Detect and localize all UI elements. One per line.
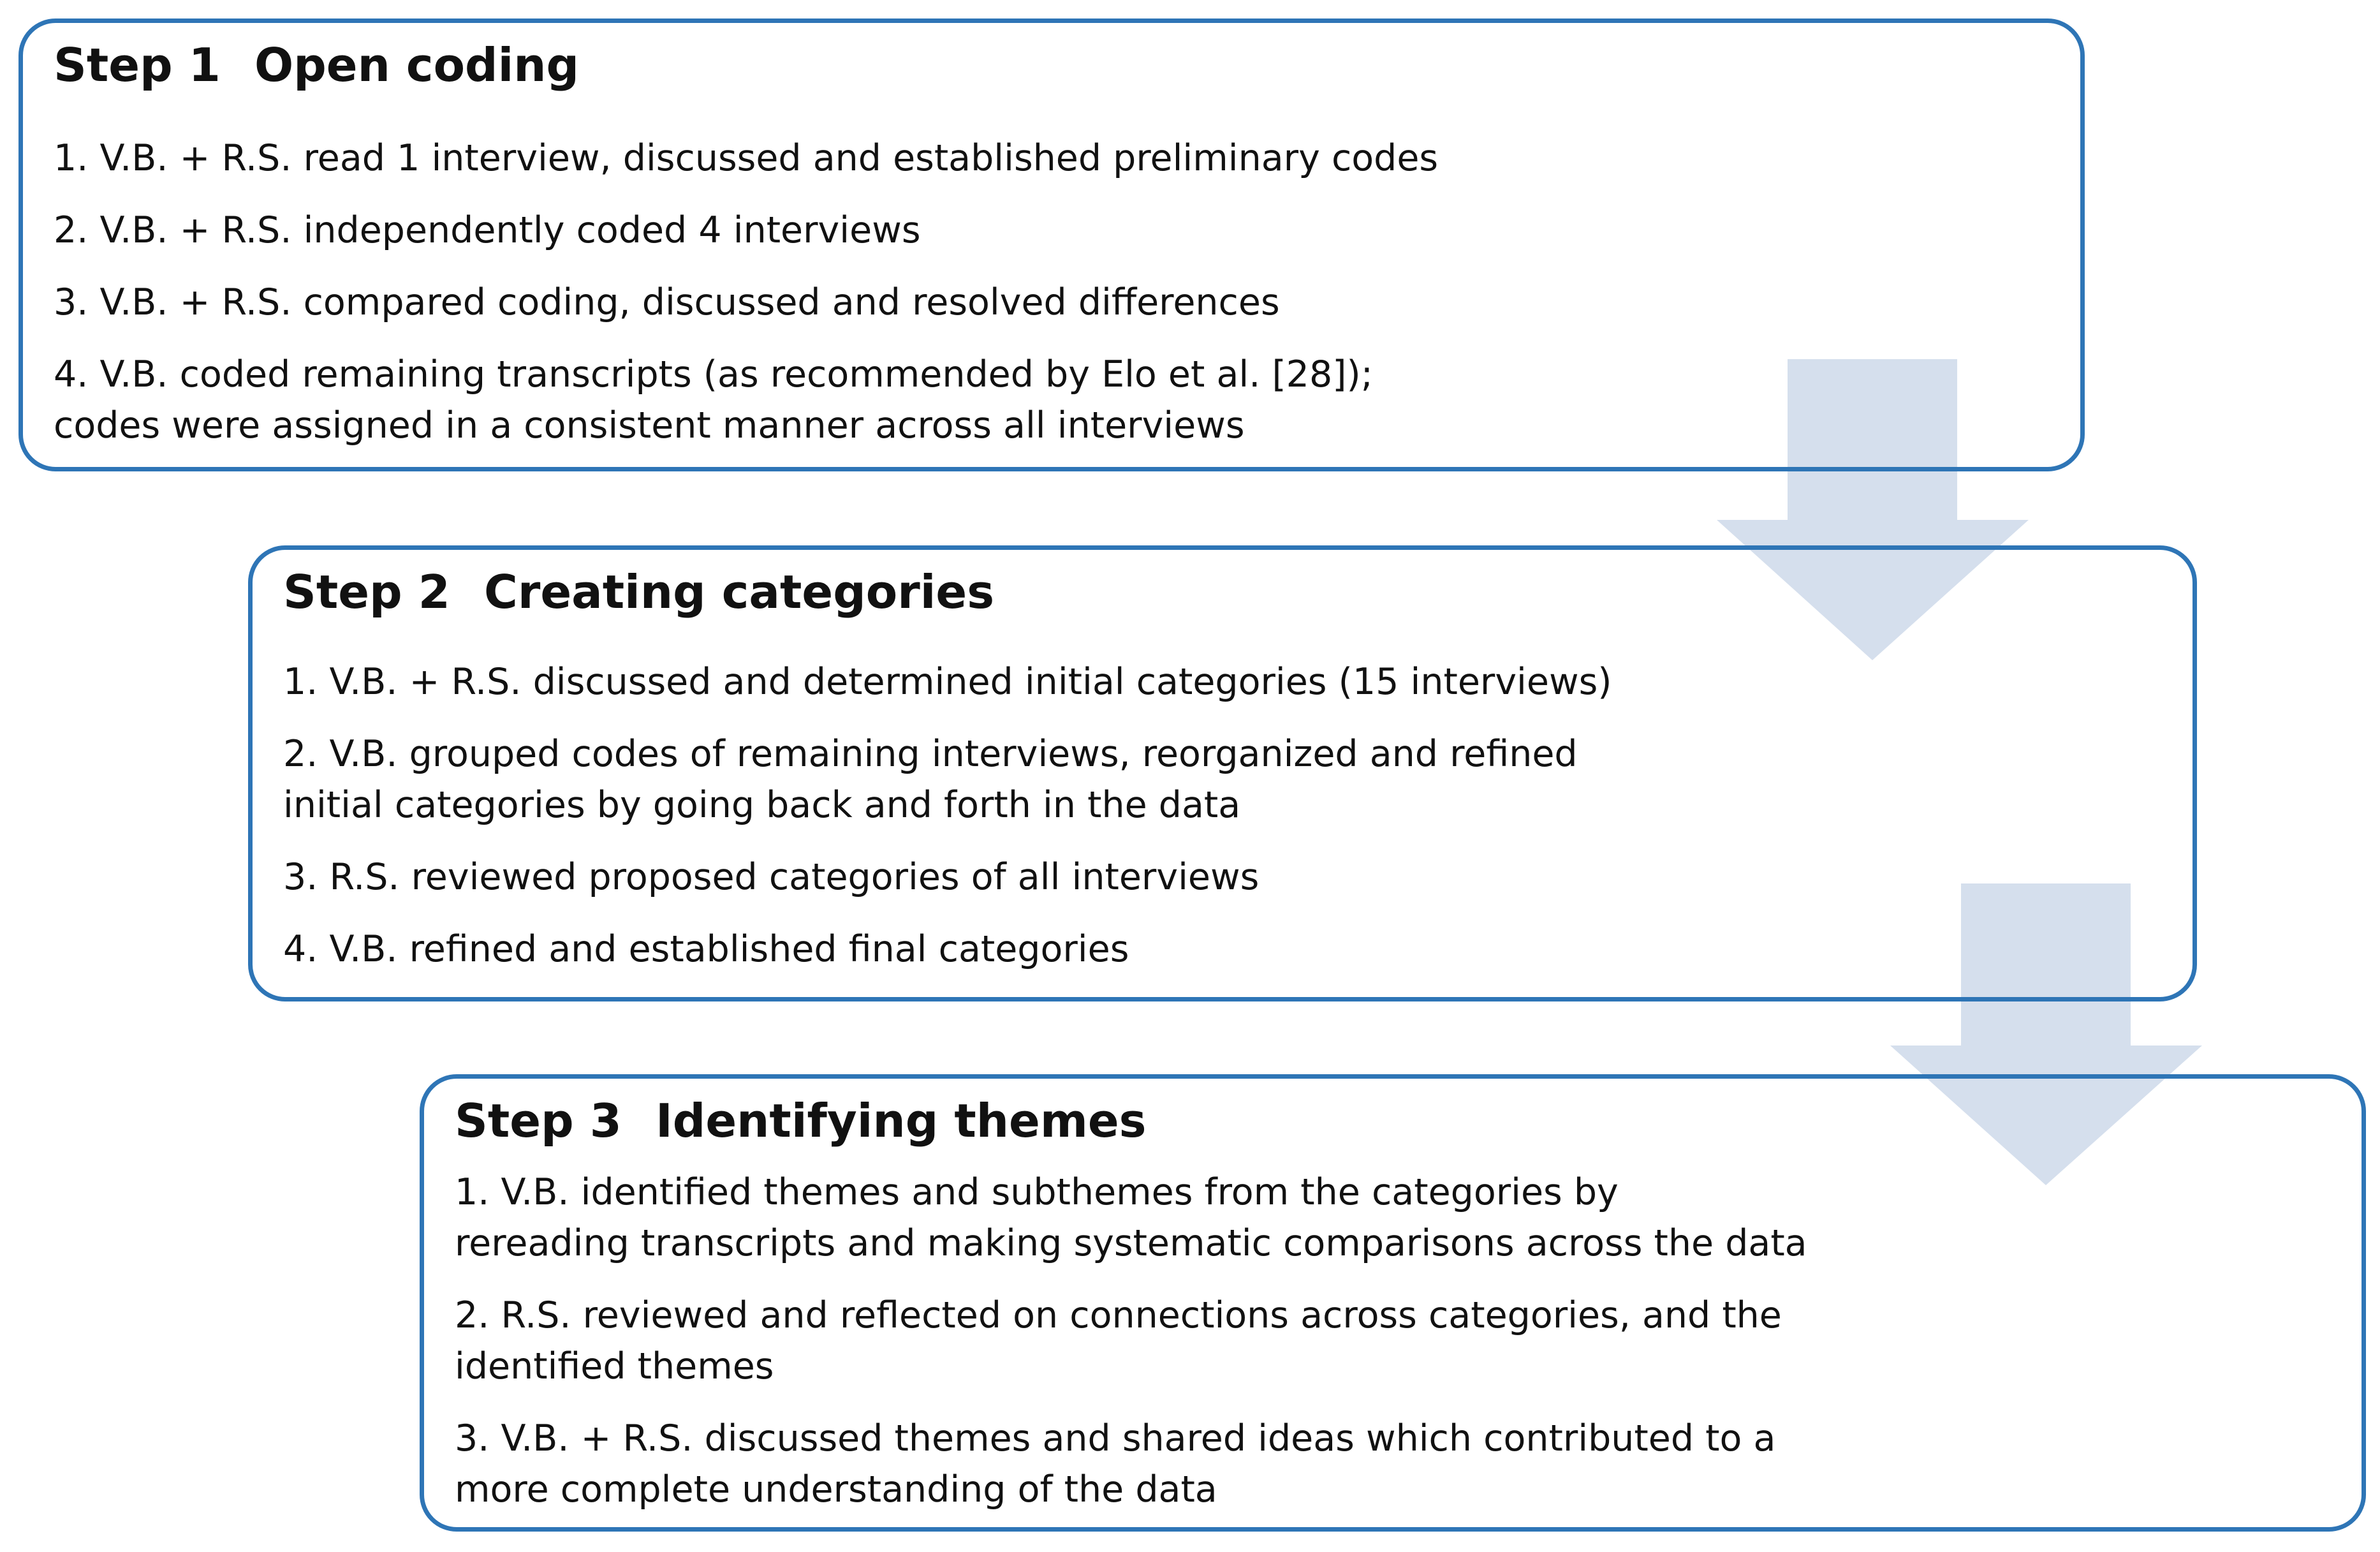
item-text: 2. V.B. + R.S. independently coded 4 interviews bbox=[54, 209, 921, 251]
step3-item bbox=[455, 1167, 2336, 1269]
step1-item bbox=[54, 133, 2055, 184]
step3-title: Identifying themes bbox=[656, 1094, 1147, 1148]
item-text: 1. V.B. identified themes and subthemes from the categories by bbox=[455, 1171, 1619, 1213]
item-text: 3. V.B. + R.S. discussed themes and shared ideas which contributed to a bbox=[455, 1417, 1776, 1460]
step2-item bbox=[283, 924, 2167, 975]
step2-item bbox=[283, 728, 2167, 831]
step2-item-list bbox=[283, 656, 2167, 975]
step2-title: Creating categories bbox=[484, 565, 995, 619]
item-text: rereading transcripts and making systematic comparisons across the data bbox=[455, 1222, 1807, 1264]
step1-item-list bbox=[54, 133, 2055, 451]
step3-item bbox=[455, 1290, 2336, 1392]
item-text: 3. V.B. + R.S. compared coding, discussed and resolved differences bbox=[54, 281, 1280, 323]
item-text: codes were assigned in a consistent manner across all interviews bbox=[54, 404, 1245, 447]
step2-number: Step 2 bbox=[283, 565, 450, 619]
step2-item bbox=[283, 852, 2167, 903]
step2-heading bbox=[283, 565, 995, 619]
item-text: 1. V.B. + R.S. read 1 interview, discussed and established preliminary codes bbox=[54, 137, 1439, 179]
step3-heading bbox=[455, 1094, 1147, 1148]
item-text: more complete understanding of the data bbox=[455, 1468, 1217, 1511]
step2-item bbox=[283, 656, 2167, 707]
item-text: 2. V.B. grouped codes of remaining interviews, reorganized and refined bbox=[283, 733, 1578, 775]
item-text: 4. V.B. refined and established final categories bbox=[283, 928, 1129, 970]
step1-heading bbox=[54, 38, 580, 92]
step1-number: Step 1 bbox=[54, 38, 221, 92]
step3-item-list bbox=[455, 1167, 2336, 1515]
step3-box bbox=[420, 1074, 2366, 1532]
item-text: 3. R.S. reviewed proposed categories of all interviews bbox=[283, 856, 1260, 898]
item-text: initial categories by going back and forth in the data bbox=[283, 784, 1241, 826]
item-text: 4. V.B. coded remaining transcripts (as recommended by Elo et al. [28]); bbox=[54, 353, 1373, 395]
step1-box bbox=[18, 18, 2085, 471]
step3-item bbox=[455, 1413, 2336, 1515]
step3-number: Step 3 bbox=[455, 1094, 622, 1148]
step2-box bbox=[248, 545, 2197, 1001]
item-text: identified themes bbox=[455, 1345, 774, 1387]
item-text: 1. V.B. + R.S. discussed and determined initial categories (15 interviews) bbox=[283, 661, 1612, 703]
step1-title: Open coding bbox=[254, 38, 580, 92]
step1-item bbox=[54, 349, 2055, 451]
item-text: 2. R.S. reviewed and reflected on connections across categories, and the bbox=[455, 1294, 1782, 1336]
step1-item bbox=[54, 277, 2055, 328]
step1-item bbox=[54, 205, 2055, 256]
